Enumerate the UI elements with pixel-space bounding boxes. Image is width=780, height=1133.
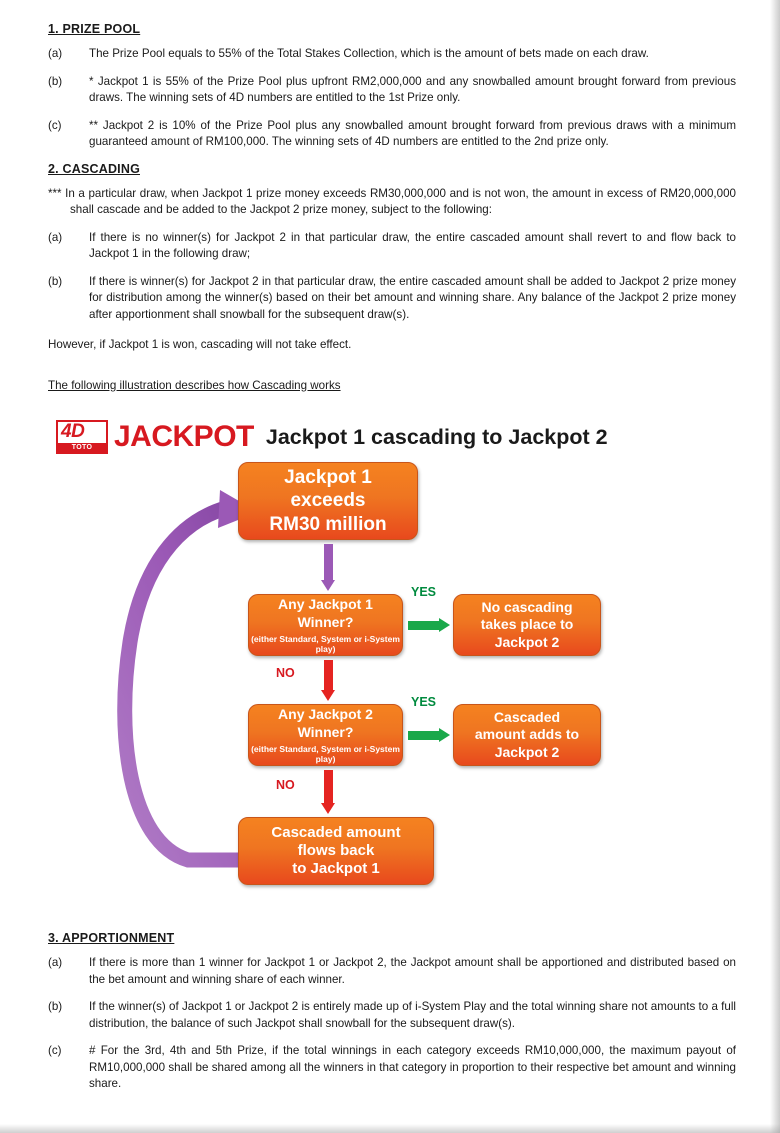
flow-node-line: to Jackpot 1 [292, 860, 380, 878]
flow-node-no-cascading [453, 594, 601, 656]
clause-marker: (b) [48, 1000, 63, 1013]
clause-text: The Prize Pool equals to 55% of the Total Stakes Collection, which is the amount of bets made on each draw. [89, 47, 649, 60]
clause-1b [48, 74, 736, 107]
flow-node-line: amount adds to [474, 726, 580, 743]
flow-node-line: Winner? [297, 613, 354, 630]
flow-node-line: exceeds [290, 490, 366, 512]
illustration-caption: The following illustration describes how Cascading works [48, 378, 341, 392]
logo-jackpot-text: JACKPOT [114, 420, 254, 453]
clause-1c [48, 118, 736, 151]
arrow-down-top-icon [321, 544, 335, 590]
flow-node-line: RM30 million [269, 513, 387, 535]
clause-text: If there is more than 1 winner for Jackpot 1 or Jackpot 2, the Jackpot amount shall be apportioned and distributed based on the bet amount and winning share of each winner. [89, 956, 736, 986]
flow-node-line: takes place to [480, 616, 574, 633]
arrow-right-yes2-icon [408, 728, 450, 742]
flow-node-line: Jackpot 2 [494, 743, 560, 760]
clause-marker: (b) [48, 74, 63, 88]
clause-text: If the winner(s) of Jackpot 1 or Jackpot 2 is entirely made up of i-System Play and the total winning share not amounts to a full distribution, the balance of such Jackpot shall snowball for the subsequent draw(s). [89, 1000, 736, 1030]
clause-1a [48, 46, 736, 63]
label-yes-2: YES [411, 695, 437, 709]
clause-text: * Jackpot 1 is 55% of the Prize Pool plus upfront RM2,000,000 and any snowballed amount brought forward from previous draws. The winning sets of 4D numbers are entitled to the 1st Prize only. [89, 74, 736, 104]
section-title-apportionment: 3. APPORTIONMENT [48, 931, 175, 945]
clause-2a [48, 230, 736, 263]
flow-node-cascaded-flows-back [238, 817, 434, 885]
page-edge-shadow-bottom [0, 1124, 780, 1133]
clause-text: ** Jackpot 2 is 10% of the Prize Pool plus any snowballed amount brought forward from previous draws with a minimum guaranteed amount of RM100,000. The winning sets of 4D numbers are entitled to the 2nd prize only. [89, 118, 736, 148]
flow-node-line: Any Jackpot 1 [278, 596, 373, 613]
clause-marker: (c) [48, 118, 62, 132]
section-title-cascading: 2. CASCADING [48, 161, 140, 176]
flow-node-line: Cascaded [493, 709, 561, 726]
clause-text: If there is winner(s) for Jackpot 2 in that particular draw, the entire cascaded amount shall be added to Jackpot 2 prize money for distribution among the winner(s) based on their bet amount and winning share. Any balance of the Jackpot 2 prize money after apportionment shall snowball for the subsequent draw(s). [89, 274, 736, 321]
cascading-flowchart [48, 462, 736, 917]
flow-node-line: Cascaded amount [271, 823, 401, 841]
flow-node-jackpot1-exceeds [238, 462, 418, 540]
clause-3a [48, 955, 736, 988]
cascading-intro: *** In a particular draw, when Jackpot 1 prize money exceeds RM30,000,000 and is not won, the amount in excess of RM20,000,000 shall cascade and be added to the Jackpot 2 prize money, subject to the following: [48, 186, 736, 216]
flow-node-subtext: (either Standard, System or i-System play) [251, 743, 400, 764]
arrow-down-no2-icon [321, 770, 335, 813]
flow-node-line: Winner? [297, 723, 354, 740]
clause-3b [48, 999, 736, 1032]
flow-node-line: No cascading [481, 599, 573, 616]
clause-text: # For the 3rd, 4th and 5th Prize, if the total winnings in each category exceeds RM10,000,000, the maximum payout of RM10,000,000 shall be shared among all the winners in that category in proportion to their respective bet amount and winning share. [89, 1044, 736, 1090]
clause-marker: (c) [48, 1044, 62, 1057]
label-no-1: NO [276, 666, 295, 680]
label-yes-1: YES [411, 585, 437, 599]
label-no-2: NO [276, 778, 295, 792]
clause-marker: (b) [48, 274, 63, 288]
logo-4d-text: 4D [61, 421, 85, 442]
flow-node-line: Any Jackpot 2 [278, 706, 373, 723]
flow-node-any-jackpot1-winner [248, 594, 403, 656]
section-apportionment [48, 931, 736, 1093]
logo-toto-text: TOTO [58, 443, 106, 452]
clause-3c [48, 1043, 736, 1093]
flow-node-line: flows back [297, 841, 375, 859]
flow-node-cascaded-adds [453, 704, 601, 766]
flow-node-any-jackpot2-winner [248, 704, 403, 766]
logo-tagline: Jackpot 1 cascading to Jackpot 2 [265, 425, 608, 449]
cascading-note: However, if Jackpot 1 is won, cascading will not take effect. [48, 338, 352, 351]
jackpot-logo-row [56, 420, 736, 454]
arrow-right-yes1-icon [408, 618, 450, 632]
arrow-down-no1-icon [321, 660, 335, 700]
clause-text: If there is no winner(s) for Jackpot 2 in that particular draw, the entire cascaded amount shall revert to and flow back to Jackpot 1 in the following draw; [89, 230, 736, 260]
section-title-prize-pool: 1. PRIZE POOL [48, 22, 141, 36]
flow-node-line: Jackpot 2 [494, 633, 560, 650]
clause-marker: (a) [48, 956, 63, 969]
clause-marker: (a) [48, 230, 63, 244]
clause-2b [48, 274, 736, 324]
flow-node-subtext: (either Standard, System or i-System play) [251, 633, 400, 654]
flow-node-line: Jackpot 1 [284, 467, 372, 489]
logo-4d-icon [56, 420, 108, 454]
clause-marker: (a) [48, 47, 63, 60]
page-edge-shadow-right [770, 0, 780, 1133]
